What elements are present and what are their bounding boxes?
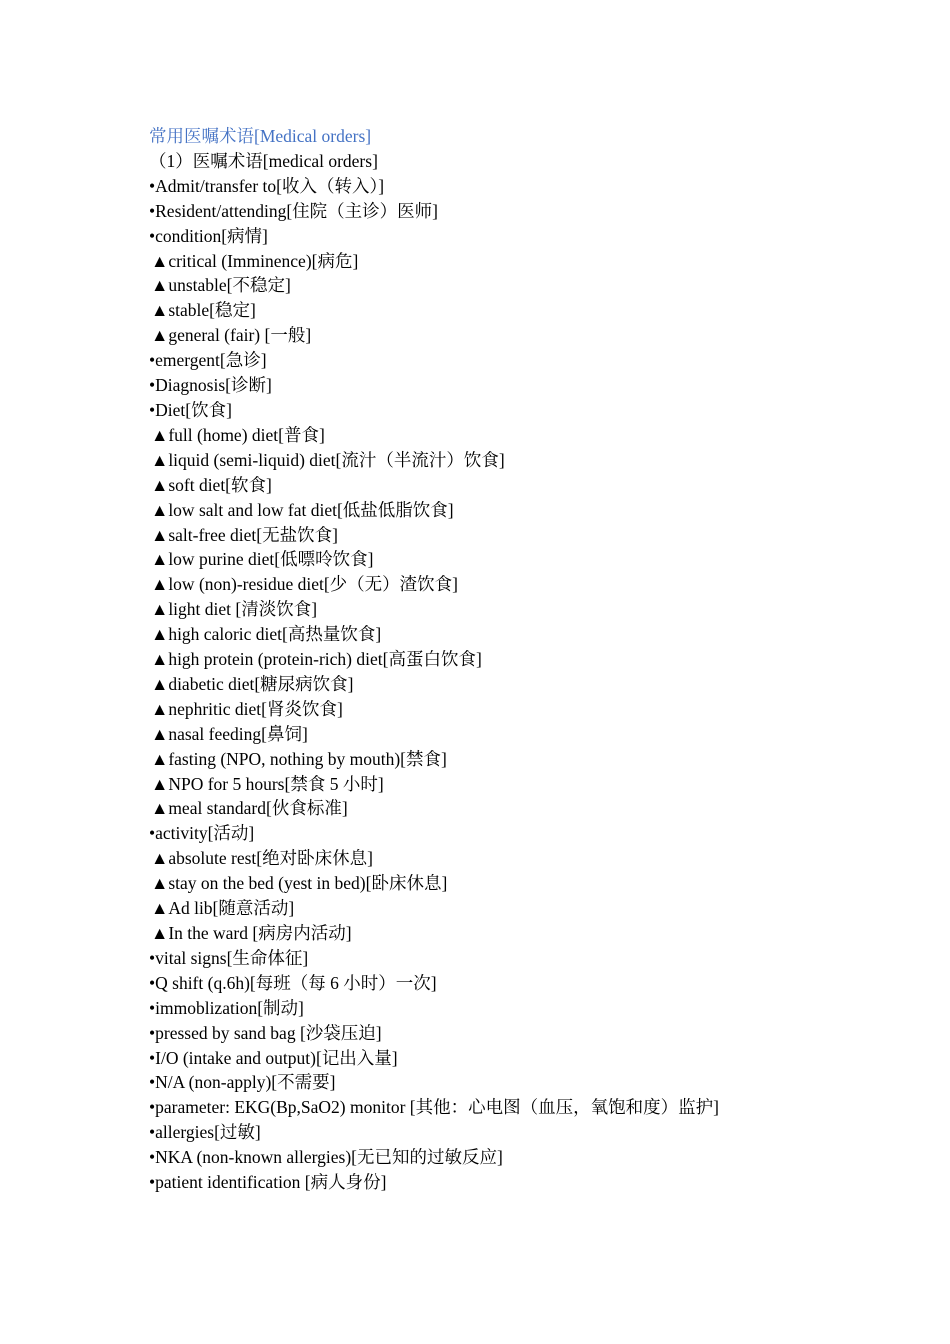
section-title: 常用医嘱术语[Medical orders] bbox=[149, 126, 372, 146]
list-item: •emergent[急诊] bbox=[149, 350, 267, 371]
list-subitem: ▲low (non)-residue diet[少（无）渣饮食] bbox=[151, 574, 458, 595]
list-subitem: ▲liquid (semi-liquid) diet[流汁（半流汁）饮食] bbox=[151, 449, 505, 470]
list-subitem: ▲In the ward [病房内活动] bbox=[151, 923, 352, 943]
list-subitem: ▲high protein (protein-rich) diet[高蛋白饮食] bbox=[151, 649, 482, 670]
list-item: •patient identification [病人身份] bbox=[149, 1172, 387, 1193]
list-item: •allergies[过敏] bbox=[149, 1122, 261, 1143]
list-subitem: ▲stay on the bed (yest in bed)[卧床休息] bbox=[151, 873, 448, 894]
list-item: •parameter: EKG(Bp,SaO2) monitor [其他：心电图（血压，氧饱和度）监护] bbox=[149, 1097, 719, 1118]
list-subitem: ▲fasting (NPO, nothing by mouth)[禁食] bbox=[151, 748, 447, 769]
list-subitem: ▲general (fair) [一般] bbox=[151, 325, 312, 346]
list-subitem: ▲diabetic diet[糖尿病饮食] bbox=[151, 673, 354, 694]
list-item: •Q shift (q.6h)[每班（每 6 小时）一次] bbox=[149, 972, 437, 993]
list-subitem: ▲unstable[不稳定] bbox=[151, 275, 291, 296]
list-item: •condition[病情] bbox=[149, 225, 268, 246]
list-subitem: ▲soft diet[软食] bbox=[151, 474, 272, 495]
list-subitem: ▲salt-free diet[无盐饮食] bbox=[151, 524, 338, 545]
list-item: •pressed by sand bag [沙袋压迫] bbox=[149, 1022, 382, 1043]
list-subitem: ▲high caloric diet[高热量饮食] bbox=[151, 624, 382, 645]
list-item: •N/A (non-apply)[不需要] bbox=[149, 1072, 336, 1093]
list-subitem: ▲low salt and low fat diet[低盐低脂饮食] bbox=[151, 499, 454, 520]
list-item: •immoblization[制动] bbox=[149, 997, 304, 1018]
list-subitem: ▲critical (Imminence)[病危] bbox=[151, 250, 359, 271]
list-subitem: ▲light diet [清淡饮食] bbox=[151, 599, 318, 620]
list-item: •Admit/transfer to[收入（转入）] bbox=[149, 175, 385, 196]
list-subitem: ▲low purine diet[低嘌呤饮食] bbox=[151, 549, 374, 570]
list-subitem: ▲nephritic diet[肾炎饮食] bbox=[151, 698, 343, 719]
subsection-heading: （1）医嘱术语[medical orders] bbox=[149, 150, 378, 171]
list-subitem: ▲Ad lib[随意活动] bbox=[151, 898, 295, 919]
list-subitem: ▲meal standard[伙食标准] bbox=[151, 798, 348, 819]
list-subitem: ▲full (home) diet[普食] bbox=[151, 424, 325, 445]
list-item: •vital signs[生命体征] bbox=[149, 947, 309, 968]
list-subitem: ▲stable[稳定] bbox=[151, 300, 256, 321]
list-item: •I/O (intake and output)[记出入量] bbox=[149, 1047, 398, 1068]
document-page bbox=[149, 124, 759, 1195]
list-subitem: ▲absolute rest[绝对卧床休息] bbox=[151, 848, 373, 869]
list-item: •Resident/attending[住院（主诊）医师] bbox=[149, 200, 439, 221]
list-item: •Diet[饮食] bbox=[149, 399, 232, 420]
list-item: •NKA (non-known allergies)[无已知的过敏反应] bbox=[149, 1147, 503, 1168]
list-item: •Diagnosis[诊断] bbox=[149, 375, 272, 396]
list-subitem: ▲nasal feeding[鼻饲] bbox=[151, 723, 308, 744]
list-subitem: ▲NPO for 5 hours[禁食 5 小时] bbox=[151, 773, 384, 794]
list-item: •activity[活动] bbox=[149, 823, 255, 844]
